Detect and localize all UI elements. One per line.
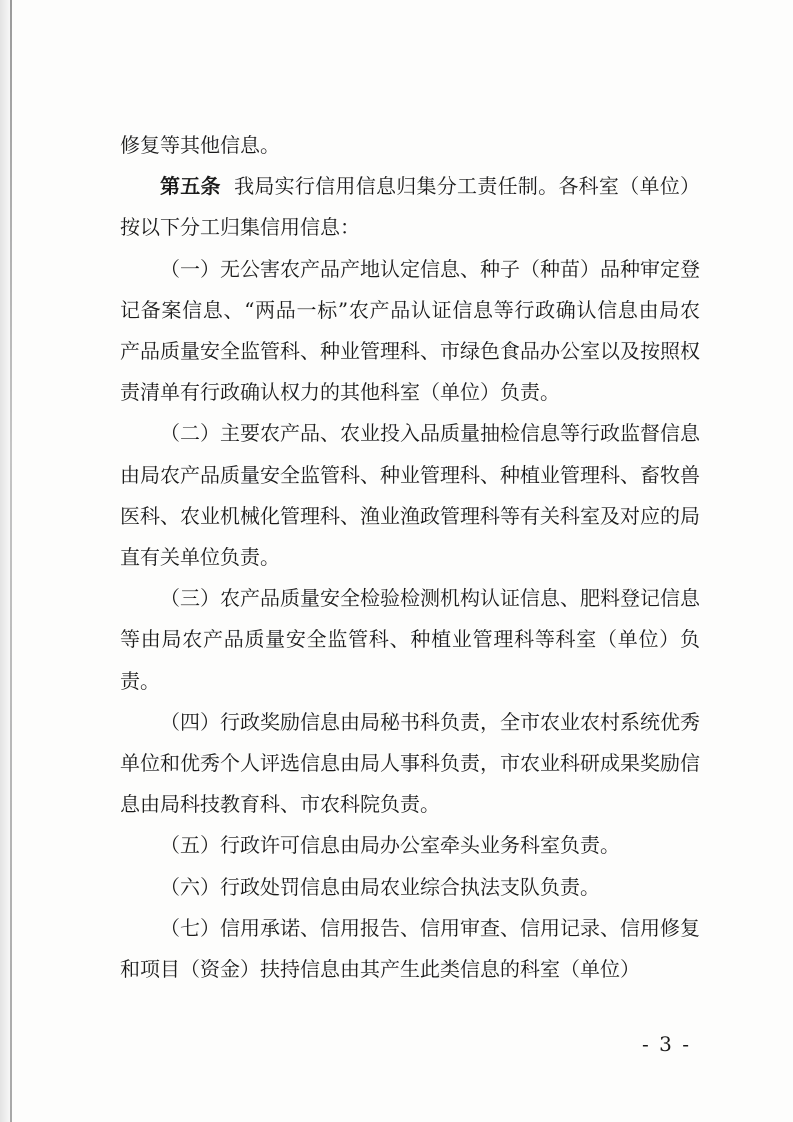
binding-shadow (0, 0, 10, 1122)
item-paragraph-7: （七）信用承诺、信用报告、信用审查、信用记录、信用修复和项目（资金）扶持信息由其产生此类信息的科室（单位） (120, 915, 700, 982)
article-paragraph (120, 166, 700, 248)
item-paragraph-1: （一）无公害农产品产地认定信息、种子（种苗）品种审定登记备案信息、“两品一标”农产品认证信息等行政确认信息由局农产品质量安全监管科、种业管理科、市绿色食品办公室以及按照权责清单有行政确认权力的其他科室（单位）负责。 (120, 256, 700, 405)
page-number: - 3 - (642, 1032, 691, 1056)
item-paragraph-5: （五）行政许可信息由局办公室牵头业务科室负责。 (160, 833, 620, 858)
article-label: 第五条 (160, 174, 221, 199)
item-paragraph-4: （四）行政奖励信息由局秘书科负责，全市农业农村系统优秀单位和优秀个人评选信息由局人事科负责，市农业科研成果奖励信息由局科技教育科、市农科院负责。 (120, 709, 700, 817)
continuation-paragraph: 修复等其他信息。 (120, 133, 280, 157)
binding-edge-line (10, 0, 12, 1122)
item-paragraph-6: （六）行政处罚信息由局农业综合执法支队负责。 (160, 874, 600, 899)
item-paragraph-3: （三）农产品质量安全检验检测机构认证信息、肥料登记信息等由局农产品质量安全监管科、种植业管理科等科室（单位）负责。 (120, 586, 700, 693)
article-text: 我局实行信用信息归集分工责任制。各科室（单位）按以下分工归集信用信息： (120, 174, 701, 240)
body-text (120, 125, 700, 990)
item-paragraph-2: （二）主要农产品、农业投入品质量抽检信息等行政监督信息由局农产品质量安全监管科、种业管理科、种植业管理科、畜牧兽医科、农业机械化管理科、渔业渔政管理科等有关科室及对应的局直有关单位负责。 (120, 421, 700, 570)
